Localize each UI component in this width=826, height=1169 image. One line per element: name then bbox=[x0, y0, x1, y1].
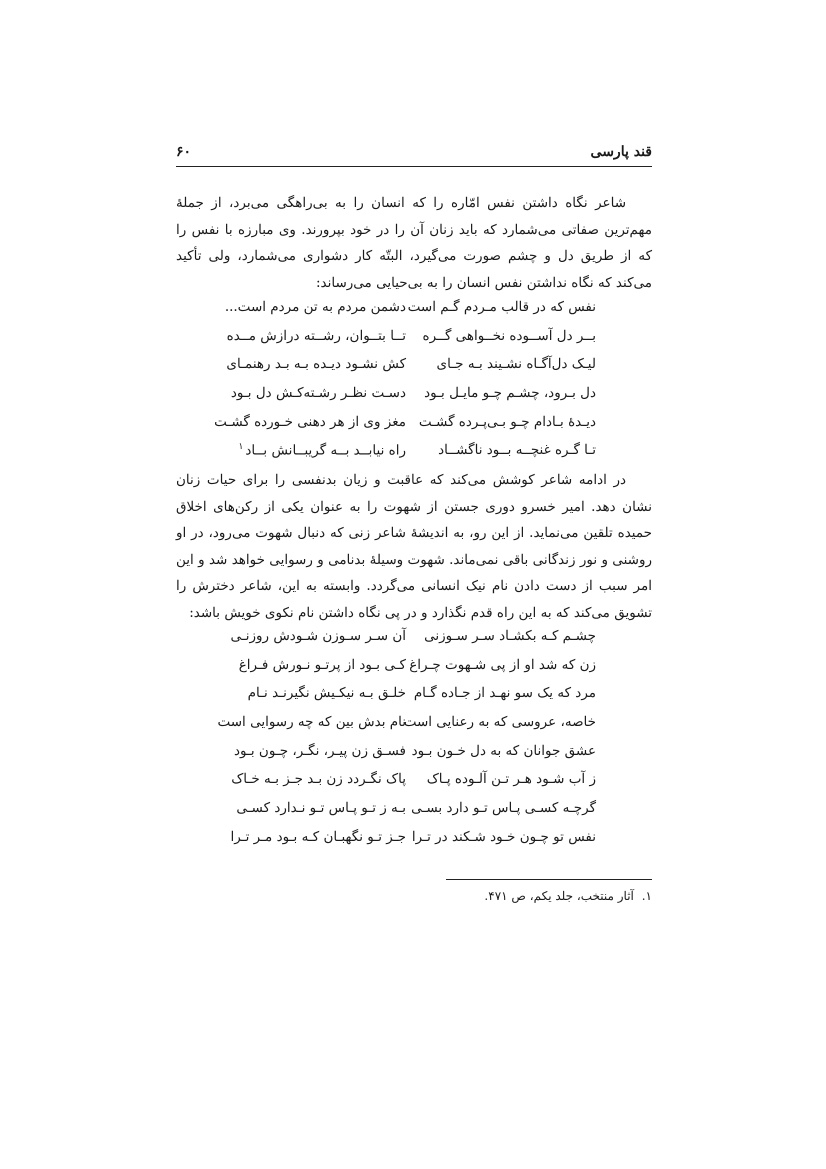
verse-second-hemistich bbox=[216, 442, 406, 459]
verse-row bbox=[176, 769, 652, 798]
verse-row bbox=[176, 383, 652, 412]
verse-first-hemistich: لیـک دل‌آگـاه نشـیند بـه جـای bbox=[436, 356, 596, 373]
footnote-marker[interactable]: ۱ bbox=[238, 442, 244, 453]
verse-row bbox=[176, 354, 652, 383]
verse-second-hemistich: پاک نگـردد زن بـد جـز بـه خـاک bbox=[231, 771, 406, 788]
verse-second-hemistich: کش نشـود دیـده بـه بـد رهنمـای bbox=[226, 356, 406, 373]
verse-row bbox=[176, 712, 652, 741]
verse-row bbox=[176, 827, 652, 856]
verse-first-hemistich: چشـم کـه بکشـاد سـر سـوزنی bbox=[424, 628, 596, 644]
verse-second-hemistich: نام بدش بین که چه رسوایی است bbox=[217, 714, 406, 731]
verse-row bbox=[176, 798, 652, 827]
body-paragraph-1 bbox=[176, 190, 652, 296]
verse-second-hemistich: بـه ز تـو پـاس تـو نـدارد کسـی bbox=[236, 800, 406, 817]
verse-row bbox=[176, 412, 652, 441]
verse-second-hemistich: آن سـر سـوزن شـودش روزنـی bbox=[230, 628, 406, 644]
body-paragraph-2 bbox=[176, 467, 652, 626]
footnote-text: آثار منتخب، جلد یکم، ص ۴۷۱. bbox=[484, 889, 634, 903]
verse-row bbox=[176, 741, 652, 770]
verse-row bbox=[176, 297, 652, 326]
verse-first-hemistich: دل بـرود، چشـم چـو مایـل بـود bbox=[424, 385, 596, 402]
verse-second-hemistich: کـی بـود از پرتـو نـورش فـراغ bbox=[238, 656, 406, 673]
verse-second-hemistich: فسـق زن پیـر، نگـر، چـون بـود bbox=[233, 742, 406, 759]
header-divider bbox=[176, 166, 652, 167]
verse-first-hemistich: نفس که در قالب مـردم گـم است bbox=[407, 299, 596, 315]
footnote bbox=[176, 889, 652, 903]
running-header bbox=[176, 144, 652, 166]
verse-row bbox=[176, 655, 652, 684]
verse-first-hemistich: نفس تو چـون خـود شـکند در تـرا bbox=[411, 828, 596, 845]
paragraph-text: در ادامه شاعر کوشش می‌کند که عاقبت و زیان بدنفسی را برای حیات زنان نشان دهد. امیر خسرو دوری جستن از شهوت را به عنوان یکی از رکن‌های اخلاق حمیده تلقین می‌نماید. از این رو، به اندیشهٔ شاعر زنی که دنبال شهوت می‌رود، در او روشنی و نور زندگانی باقی نمی‌ماند. شهوت وسیلهٔ بدنامی و رسوایی خواهد شد و این امر سبب از دست دادن نام نیک انسانی می‌گردد. وابسته به این، شاعر دخترش را تشویق می‌کند که به این راه قدم نگذارد و در پی نگاه داشتن نام نکوی خویش باشد: bbox=[176, 472, 652, 621]
verse-second-hemistich: خلـق بـه نیکـیش نگیرنـد نـام bbox=[247, 685, 406, 702]
verse-first-hemistich: عشق جوانان که به دل خـون بـود bbox=[411, 742, 596, 759]
verse-first-hemistich: بــر دل آســوده نخــواهی گــره bbox=[422, 327, 596, 344]
verse-first-hemistich: مرد که یک سو نهـد از جـاده گـام bbox=[413, 685, 596, 702]
verse-first-hemistich: دیـدهٔ بـادام چـو بـی‌پـرده گشـت bbox=[418, 413, 596, 430]
verse-first-hemistich: تـا گـره غنچــه بــود ناگشــاد bbox=[438, 442, 596, 459]
verse-row bbox=[176, 440, 652, 469]
footnote-number: ۱. bbox=[641, 889, 652, 903]
verse-second-hemistich: جـز تـو نگهبـان کـه بـود مـر تـرا bbox=[230, 828, 406, 845]
paragraph-text: شاعر نگاه داشتن نفس امّاره را که انسان را به بی‌راهگی می‌برد، از جملهٔ مهم‌ترین صفاتی می‌شمارد که باید زنان آن را در خود بپرورند. وی مبارزه با نفس را که از طریق دل و چشم صورت می‌گیرد، البتّه کار دشواری می‌شمارد، ولی تأکید می‌کند که نگاه نداشتن نفس انسان را به بی‌حیایی می‌رساند: bbox=[176, 195, 652, 291]
verse-first-hemistich: خاصه، عروسی که به رعنایی است bbox=[403, 714, 596, 731]
hemistich-text: راه نیابــد بــه گریبــانش بــاد bbox=[245, 442, 406, 459]
page-number: ۶۰ bbox=[176, 144, 192, 160]
verse-row bbox=[176, 626, 652, 655]
verse-first-hemistich: زن که شد او از پی شـهوت چـراغ bbox=[409, 656, 596, 673]
poem-block-2 bbox=[176, 626, 652, 856]
verse-first-hemistich: گرچـه کسـی پـاس تـو دارد بسـی bbox=[411, 800, 596, 817]
verse-first-hemistich: ز آب شـود هـر تـن آلـوده پـاک bbox=[426, 771, 596, 788]
footnote-divider bbox=[446, 879, 652, 880]
running-title: قند پارسی bbox=[590, 144, 652, 160]
poem-block-1 bbox=[176, 297, 652, 469]
verse-second-hemistich: دشمن مردم به تن مردم است... bbox=[224, 299, 406, 315]
verse-second-hemistich: تــا بتــوان، رشــته درازش مــده bbox=[226, 327, 406, 344]
verse-second-hemistich: مغز وی از هر دهنی خـورده گشـت bbox=[214, 413, 406, 430]
verse-second-hemistich: دسـت نظـر رشـته‌کـش دل بـود bbox=[230, 385, 406, 402]
verse-row bbox=[176, 326, 652, 355]
verse-row bbox=[176, 683, 652, 712]
